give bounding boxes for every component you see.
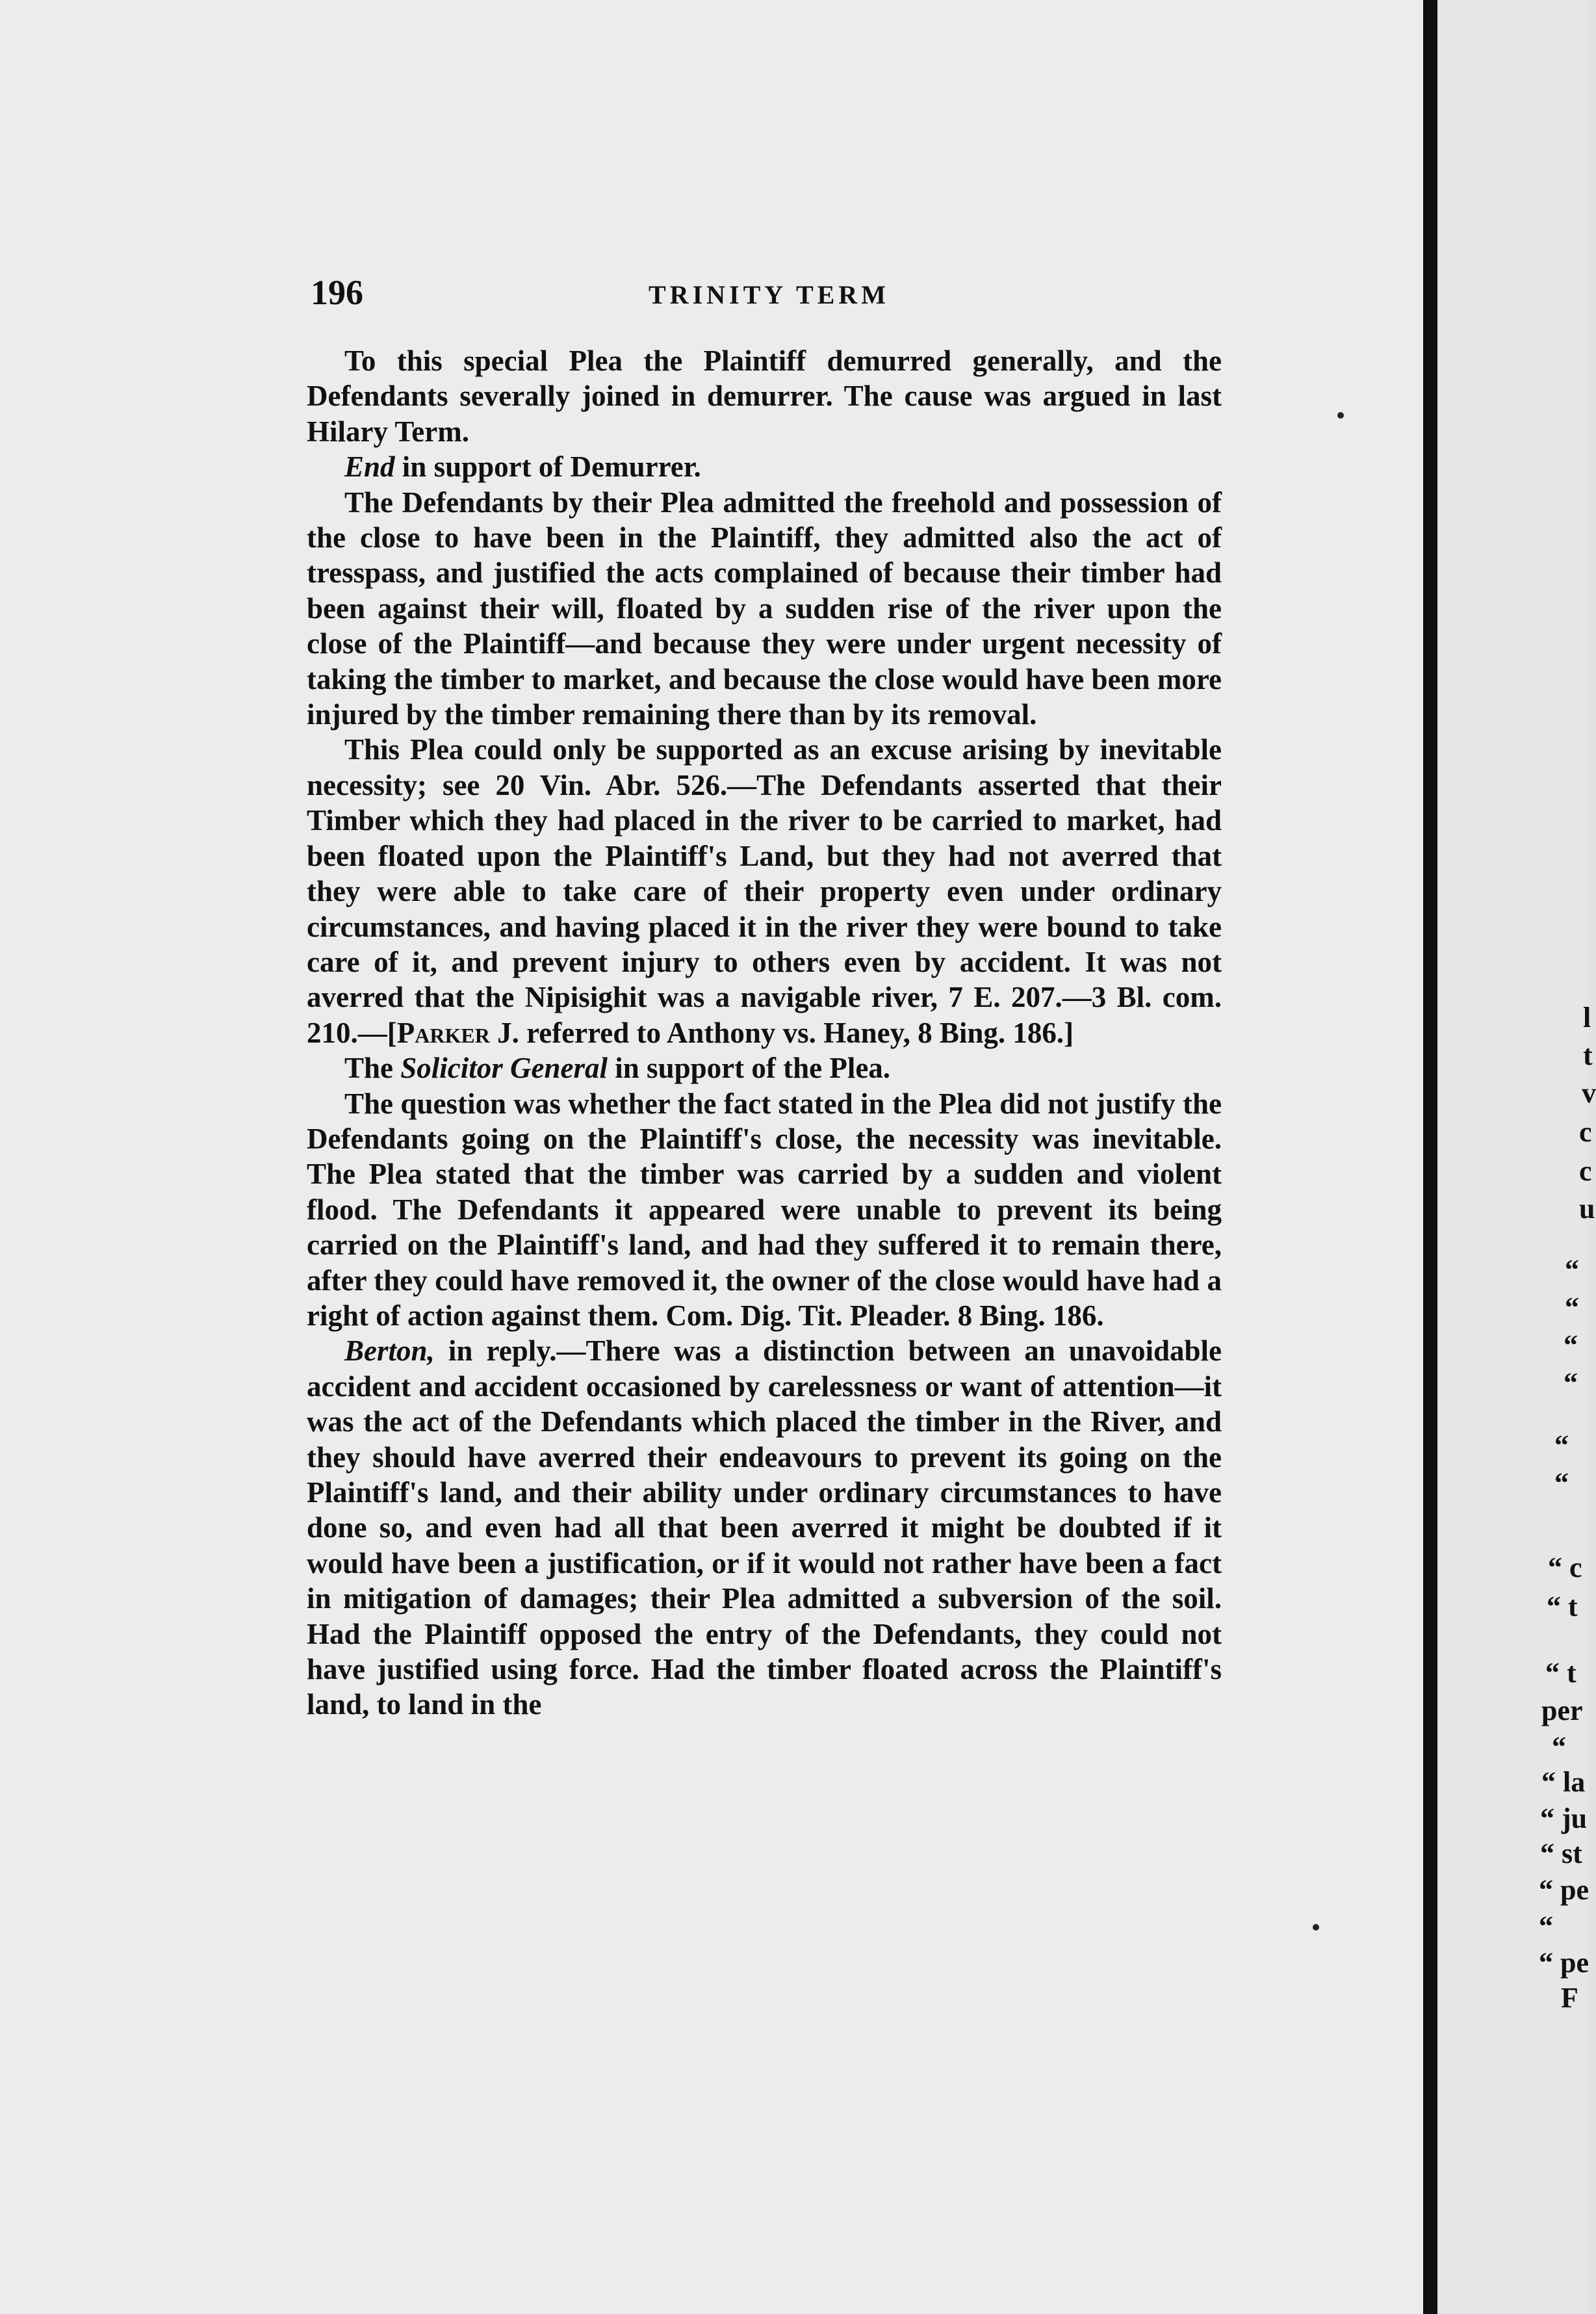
ink-speck (1313, 1924, 1319, 1930)
facing-fragment: “ ju (1540, 1802, 1588, 1834)
speaker-solicitor-general: Solicitor General (400, 1052, 608, 1085)
ink-speck (1337, 412, 1344, 419)
speaker-end: End (344, 450, 395, 484)
speaker-berton: Berton, (344, 1334, 435, 1368)
facing-fragment: “ (1552, 1731, 1566, 1763)
paragraph-end-heading (307, 449, 1222, 484)
article-text: The (344, 1052, 394, 1085)
facing-fragment: u (1579, 1193, 1595, 1225)
body-text (307, 343, 1222, 1722)
facing-fragment: “ t (1547, 1591, 1578, 1622)
paragraph-text: in support of the Plea. (615, 1052, 891, 1085)
facing-fragment: “ t (1545, 1657, 1577, 1689)
facing-fragment: “ (1539, 1910, 1553, 1942)
facing-fragment: “ (1565, 1292, 1579, 1323)
paragraph-text: This Plea could only be supported as an excuse arising by inevitable necessity; see 20 Vin. Abr. 526.—The Defendants asserted that their Timber which they had placed in the river to be carried to market, had been floated upon the Plaintiff's Land, but they had not averred that they were able to take care of their property even under ordinary circumstances, and having placed it in the river they were bound to take care of it, and prevent injury to others even by accident. It was not averred that the Nipisighit was a navigable river, 7 E. 207.—3 Bl. com. 210.—[ (307, 733, 1222, 1049)
facing-fragment: “ (1554, 1429, 1569, 1461)
facing-fragment: F (1561, 1982, 1578, 2014)
paragraph-demurrer-intro: To this special Plea the Plaintiff demurred generally, and the Defendants severally joined in demurrer. The cause was argued in last Hilary Term. (307, 344, 1222, 448)
facing-fragment: “ c (1548, 1552, 1582, 1583)
facing-fragment: “ pe (1539, 1947, 1589, 1979)
page-header (311, 272, 1220, 313)
facing-fragment: “ pe (1539, 1874, 1589, 1906)
facing-fragment: “ st (1540, 1838, 1582, 1869)
paragraph-inevitable-necessity (307, 732, 1222, 1050)
facing-fragment: c (1579, 1155, 1592, 1187)
facing-page-edge (1437, 0, 1596, 2314)
paragraph-text: J. referred to Anthony vs. Haney, 8 Bing. 186.] (497, 1016, 1074, 1049)
facing-fragment: v (1582, 1077, 1596, 1109)
facing-fragment: per (1541, 1695, 1583, 1726)
facing-fragment: t (1583, 1039, 1593, 1071)
paragraph-text: in support of Demurrer. (402, 450, 701, 484)
running-head: TRINITY TERM (649, 280, 890, 309)
facing-fragment: “ (1564, 1367, 1578, 1399)
facing-fragment: “ (1564, 1329, 1578, 1361)
facing-fragment: l (1583, 1002, 1591, 1034)
page-number: 196 (311, 273, 363, 312)
paragraph-question: The question was whether the fact stated in the Plea did not justify the Defendants going on the Plaintiff's close, the necessity was inevitable. The Plea stated that the timber was carried by a sudden and violent flood. The Defendants it appeared were unable to prevent its being carried on the Plaintiff's land, and had they suffered it to remain there, after they could have removed it, the owner of the close would have had a right of action against them. Com. Dig. Tit. Pleader. 8 Bing. 186. (307, 1087, 1222, 1332)
facing-fragment: “ (1554, 1467, 1569, 1499)
facing-fragment: c (1579, 1116, 1592, 1148)
facing-fragment: “ la (1541, 1766, 1586, 1798)
paragraph-berton-reply (307, 1333, 1222, 1722)
paragraph-plea-admitted: The Defendants by their Plea admitted the freehold and possession of the close to have been in the Plaintiff, they admitted also the act of tresspass, and justified the acts complained of because their timber had been against their will, floated by a sudden rise of the river upon the close of the Plaintiff—and because they were under urgent necessity of taking the timber to market, and because the close would have been more injured by the timber remaining there than by its removal. (307, 486, 1222, 731)
book-gutter (1423, 0, 1437, 2314)
paragraph-solicitor-heading (307, 1050, 1222, 1086)
paragraph-text: in reply.—There was a distinction between an unavoidable accident and accident occasioned by carelessness or want of attention—it was the act of the Defendants which placed the timber in the River, and they should have averred their endeavours to prevent its going on the Plaintiff's land, and their ability under ordinary circumstances to have done so, and even had all that been averred it might be doubted if it would have been a justification, or if it would not rather have been a fact in mitigation of damages; their Plea admitted a subversion of the soil. Had the Plaintiff opposed the entry of the Defendants, they could not have justified using force. Had the timber floated across the Plaintiff's land, to land in the (307, 1334, 1222, 1721)
facing-fragment: “ (1565, 1254, 1579, 1286)
speaker-parker: Parker (396, 1016, 490, 1049)
